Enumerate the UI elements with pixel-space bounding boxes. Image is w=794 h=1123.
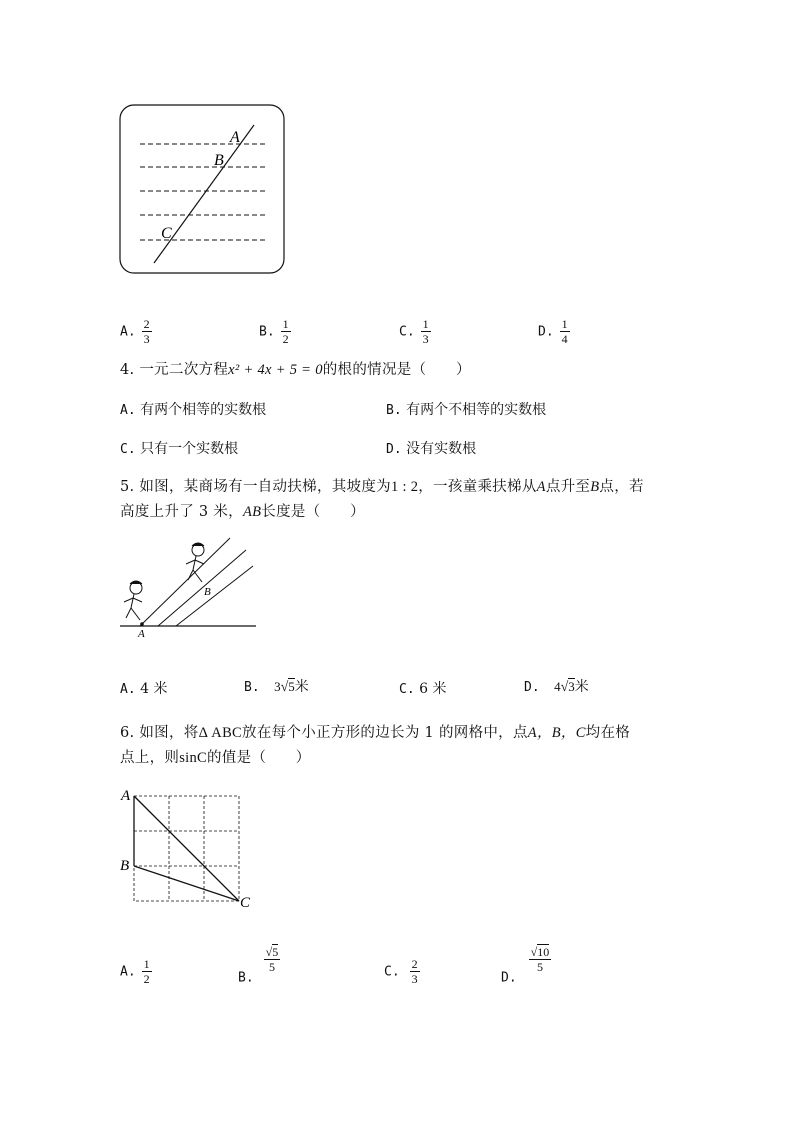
point-label-b: B — [120, 858, 130, 874]
q3-option-d[interactable]: D. $\frac{1}{4}$ — [538, 317, 568, 346]
q3-option-c[interactable]: C. $\frac{1}{3}$ — [399, 317, 429, 346]
point-label-b: B — [214, 152, 224, 169]
point-label-c: C — [161, 225, 172, 242]
point-label-a: A — [230, 129, 240, 146]
q6-option-c[interactable]: C. $\frac{2}{3}$ — [384, 957, 418, 986]
child-lower-icon — [124, 581, 142, 620]
escalator-figure — [118, 536, 260, 640]
q6-option-b[interactable]: B. $\frac{√5}{5}$ — [238, 945, 279, 986]
q4-stem: 4. 一元二次方程x² + 4x + 5 = 0的根的情况是（ ） — [120, 362, 471, 378]
q4-option-d[interactable]: D. 没有实数根 — [386, 441, 477, 457]
q4-option-b[interactable]: B. 有两个不相等的实数根 — [386, 402, 547, 418]
q5-option-b[interactable]: B. 3√5米 — [244, 679, 309, 695]
q5-option-d[interactable]: D. 4√3米 — [524, 679, 589, 695]
dashed-parallel-lines — [140, 144, 268, 240]
point-label-b: B — [204, 586, 211, 598]
point-label-a: A — [138, 628, 145, 640]
child-upper-icon — [186, 543, 204, 582]
point-label-a: A — [121, 788, 131, 804]
q5-stem: 5. 如图，某商场有一自动扶梯，其坡度为1 : 2，一孩童乘扶梯从A点升至B点，若 高度上升了 3 米，AB长度是（ ） — [120, 479, 644, 520]
q4-option-c[interactable]: C. 只有一个实数根 — [120, 441, 239, 457]
q3-option-a[interactable]: A. $\frac{2}{3}$ — [120, 317, 150, 346]
q3-option-b[interactable]: B. $\frac{1}{2}$ — [259, 317, 289, 346]
point-label-c: C — [240, 895, 251, 910]
q4-option-a[interactable]: A. 有两个相等的实数根 — [120, 402, 267, 418]
triangle-abc — [134, 796, 239, 901]
q6-option-d[interactable]: D. $\frac{√10}{5}$ — [501, 945, 550, 986]
q5-option-c[interactable]: C. 6 米 — [399, 681, 447, 697]
q6-option-a[interactable]: A. $\frac{1}{2}$ — [120, 957, 150, 986]
parallel-lines-figure — [118, 103, 288, 276]
q6-stem: 6. 如图，将Δ ABC放在每个小正方形的边长为 1 的网格中，点A，B，C均在格 点上，则sinC的值是（ ） — [120, 725, 631, 766]
q4-equation: x² + 4x + 5 = 0 — [228, 362, 323, 378]
grid-triangle-figure — [118, 784, 258, 910]
figure-frame — [120, 105, 284, 273]
q5-option-a[interactable]: A. 4 米 — [120, 681, 168, 697]
